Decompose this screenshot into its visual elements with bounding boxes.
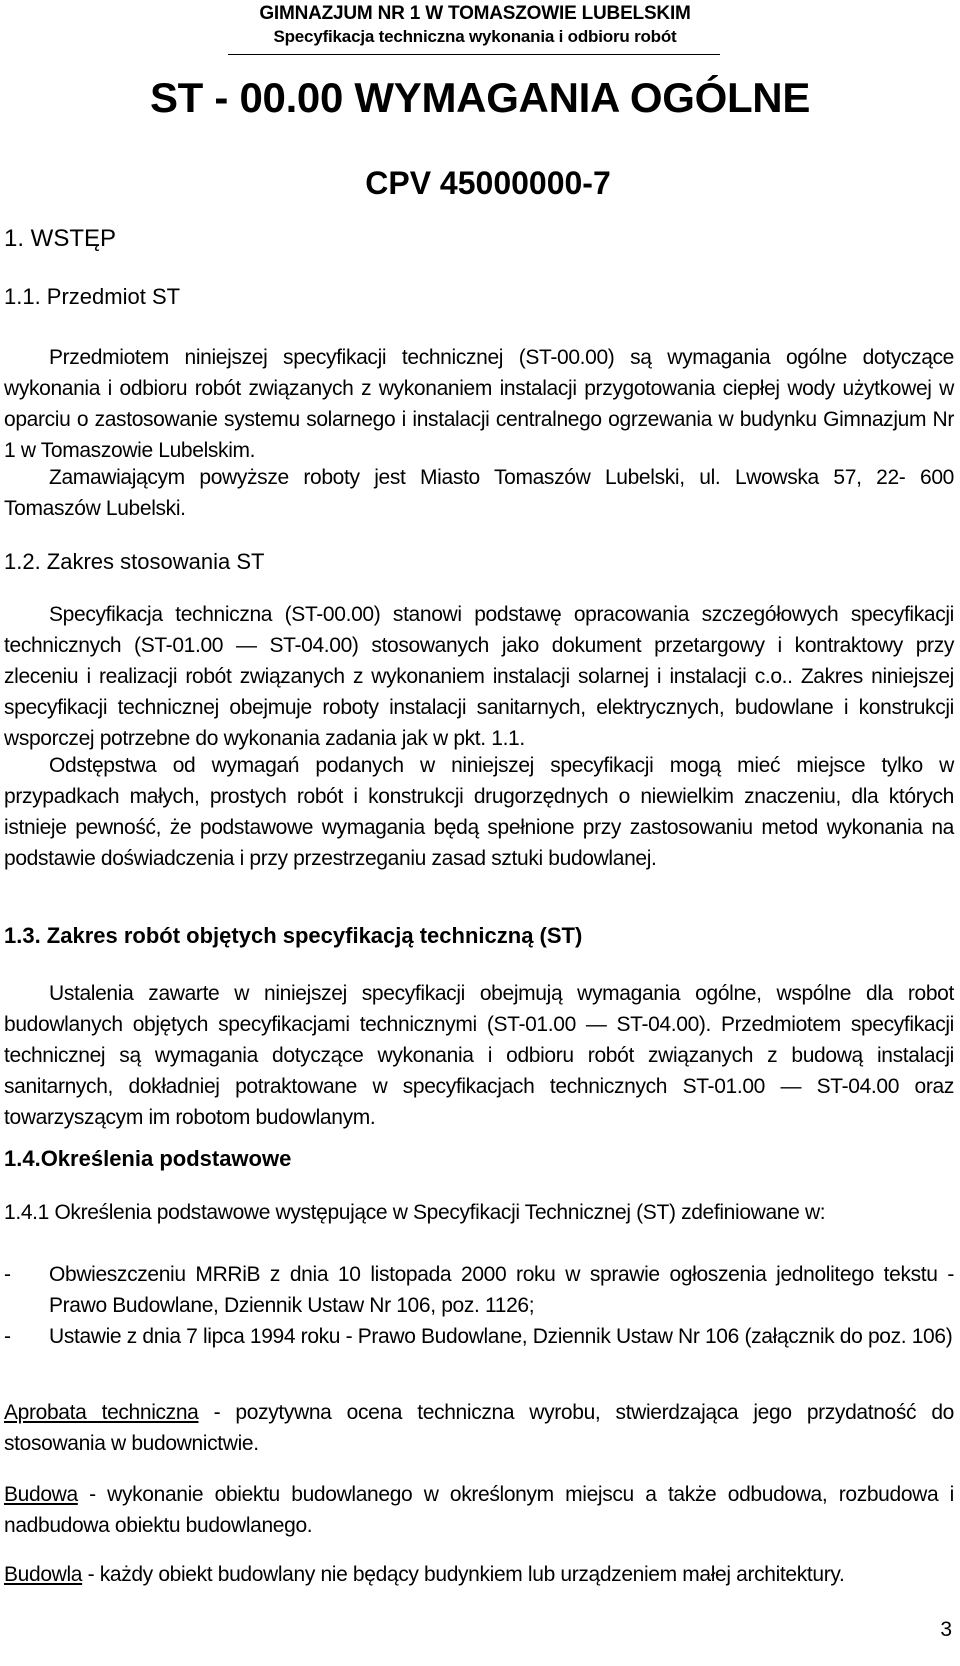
definition-text: - pozytywna ocena techniczna wyrobu, stwierdzająca jego przydatność do stosowania w budownictwie. xyxy=(4,1401,954,1455)
definition-aprobata xyxy=(4,1397,954,1459)
paragraph-deviations: Odstępstwa od wymagań podanych w niniejszej specyfikacji mogą mieć miejsce tylko w przypadkach małych, prostych robót i konstrukcji drugorzędnych o niewielkim znaczeniu, dla których istnieje pewność, że podstawowe wymagania będą spełnione przy zastosowaniu metod wykonania na podstawie doświadczenia i przy przestrzeganiu zasad sztuki budowlanej. xyxy=(4,754,954,870)
paragraph-client: Zamawiającym powyższe roboty jest Miasto Tomaszów Lubelski, ul. Lwowska 57, 22- 600 Tomaszów Lubelski. xyxy=(4,466,954,520)
paragraph-subject: Przedmiotem niniejszej specyfikacji technicznej (ST-00.00) są wymagania ogólne dotyczące wykonania i odbioru robót związanych z wykonaniem instalacji przygotowania ciepłej wody użytkowej w oparciu o zastosowanie systemu solarnego i instalacji centralnego ogrzewania w budynku Gimnazjum Nr 1 w Tomaszowie Lubelskim. xyxy=(4,346,954,462)
list-dash: - xyxy=(4,1325,11,1348)
definition-text: - wykonanie obiektu budowlanego w określonym miejscu a także odbudowa, rozbudowa i nadbudowa obiektu budowlanego. xyxy=(4,1483,954,1537)
definition-term: Budowla xyxy=(4,1563,83,1586)
list-item xyxy=(4,1321,954,1352)
page-number: 3 xyxy=(940,1618,952,1641)
document-title: ST - 00.00 WYMAGANIA OGÓLNE xyxy=(149,74,811,121)
paragraph-works-scope: Ustalenia zawarte w niniejszej specyfikacji obejmują wymagania ogólne, wspólne dla robot budowlanych objętych specyfikacjami technicznymi (ST-01.00 — ST-04.00). Przedmiotem specyfikacji technicznej są wymagania dotyczące wykonania i odbioru robót związanych z budową instalacji sanitarnych, dokładniej potraktowane w specyfikacjach technicznych ST-01.00 — ST-04.00 oraz towarzyszącym im robotom budowlanym. xyxy=(4,982,954,1129)
section-heading-1-2: 1.2. Zakres stosowania ST xyxy=(4,549,265,574)
page-header xyxy=(230,2,720,48)
list-item-text: Ustawie z dnia 7 lipca 1994 roku - Prawo Budowlane, Dziennik Ustaw Nr 106 (załącznik do poz. 106) xyxy=(49,1325,953,1348)
list-item-text: Obwieszczeniu MRRiB z dnia 10 listopada 2000 roku w sprawie ogłoszenia jednolitego tekstu - Prawo Budowlane, Dziennik Ustaw Nr 106, poz. 1126; xyxy=(49,1263,954,1317)
definition-text: - każdy obiekt budowlany nie będący budynkiem lub urządzeniem małej architektury. xyxy=(82,1563,845,1586)
definition-term: Aprobata techniczna xyxy=(4,1401,199,1424)
section-heading-1-4: 1.4.Określenia podstawowe xyxy=(4,1146,292,1171)
paragraph-scope: Specyfikacja techniczna (ST-00.00) stanowi podstawę opracowania szczegółowych specyfikacji technicznych (ST-01.00 — ST-04.00) stosowanych jako dokument przetargowy i kontraktowy przy zleceniu i realizacji robót związanych z wykonaniem instalacji solarnej i instalacji c.o.. Zakres niniejszej specyfikacji technicznej obejmuje roboty instalacji sanitarnych, elektrycznych, budowlane i konstrukcji wsporczej potrzebne do wykonania zadania jak w pkt. 1.1. xyxy=(4,603,954,750)
definition-term: Budowa xyxy=(4,1483,78,1506)
list-item xyxy=(4,1259,954,1321)
definition-budowla xyxy=(4,1559,954,1590)
header-document: Specyfikacja techniczna wykonania i odbioru robót xyxy=(273,27,677,46)
cpv-code: CPV 45000000-7 xyxy=(365,165,611,201)
paragraph-definitions-intro: 1.4.1 Określenia podstawowe występujące w Specyfikacji Technicznej (ST) zdefiniowane w: xyxy=(4,1201,826,1224)
definition-budowa xyxy=(4,1479,954,1541)
header-school: GIMNAZJUM NR 1 W TOMASZOWIE LUBELSKIM xyxy=(259,3,691,24)
section-heading-1-1: 1.1. Przedmiot ST xyxy=(4,284,181,309)
header-rule xyxy=(228,54,720,55)
section-heading-1: 1. WSTĘP xyxy=(4,225,117,252)
list-dash: - xyxy=(4,1263,11,1286)
section-heading-1-3: 1.3. Zakres robót objętych specyfikacją techniczną (ST) xyxy=(4,923,583,948)
